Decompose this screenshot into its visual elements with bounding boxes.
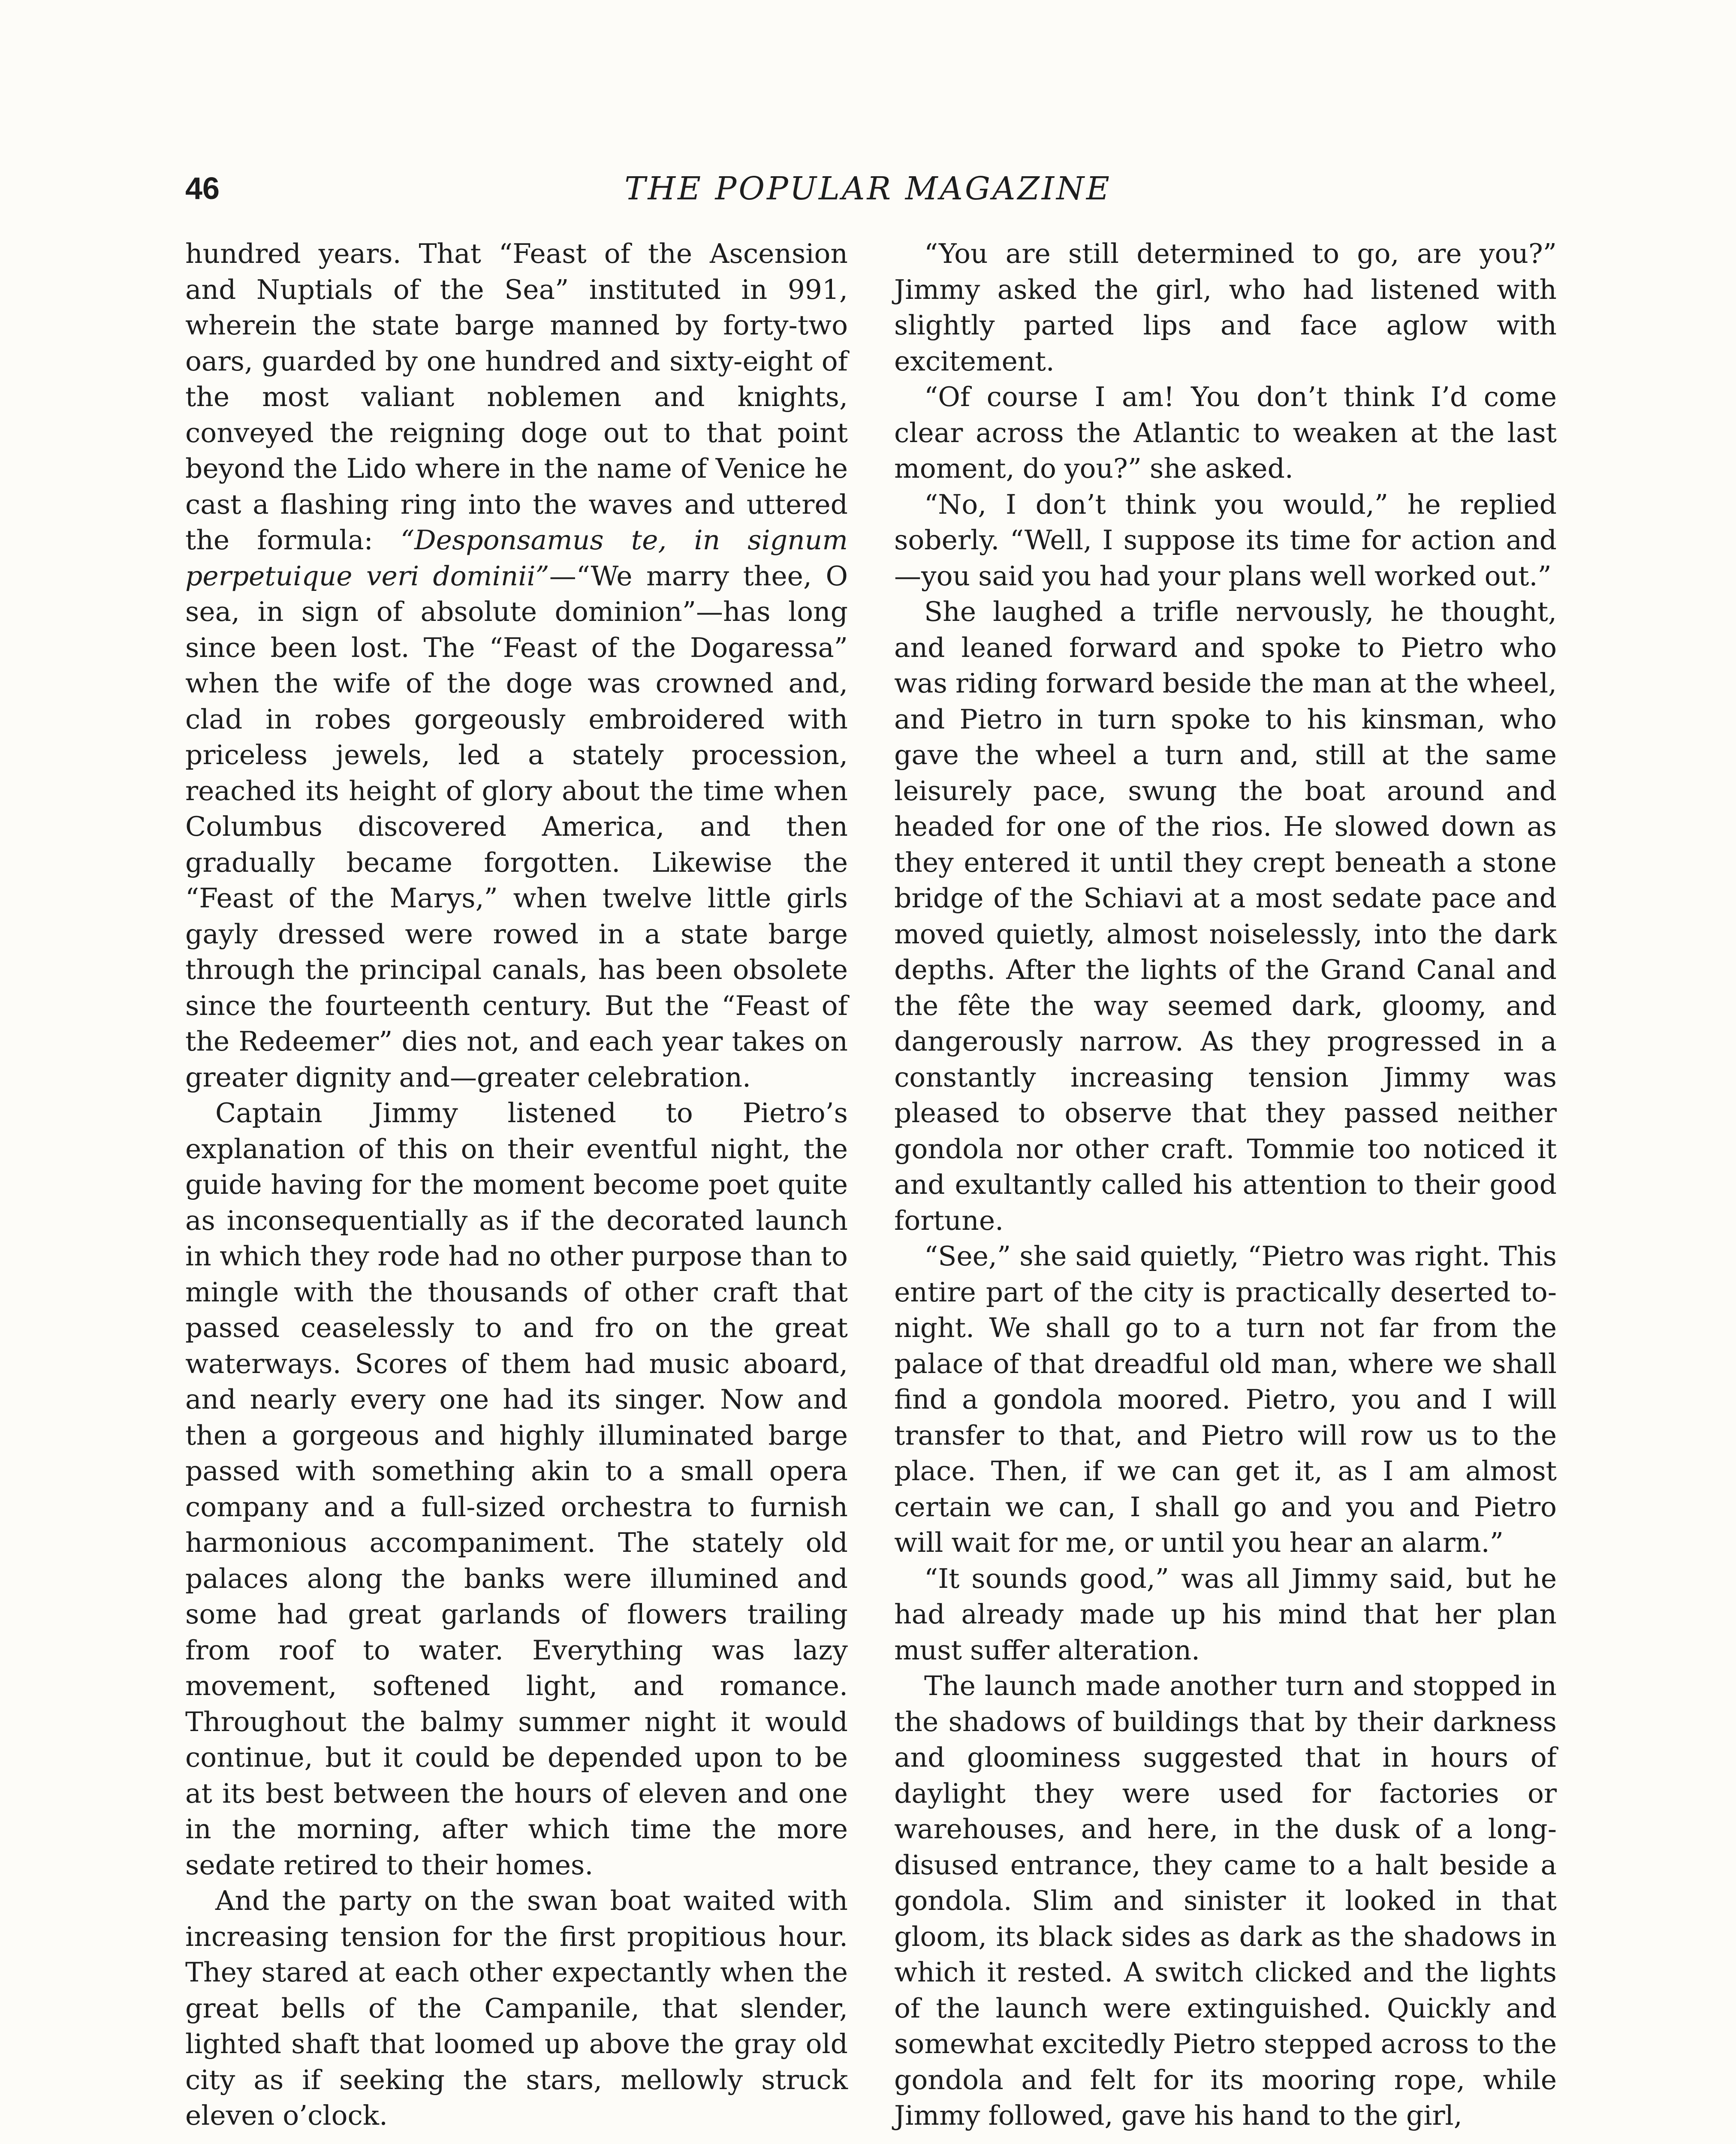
paragraph — [894, 594, 1557, 1238]
paragraph-text: Captain Jimmy listened to Pietro’s explanation of this on their eventful night, the guide having for the moment become poet quite as inconsequentially as if the decorated launch in which they rode had no other purpose than to mingle with the thousands of other craft that passed ceaselessly to and fro on the great waterways. Scores of them had music aboard, and nearly every one had its singer. Now and then a gorgeous and highly illuminated barge passed with something akin to a small opera company and a full-sized orchestra to furnish harmonious accompaniment. The stately old palaces along the banks were illumined and some had great garlands of flowers trailing from roof to water. Everything was lazy movement, softened light, and romance. Throughout the balmy summer night it would continue, but it could be depended upon to be at its best between the hours of eleven and one in the morning, after which time the more sedate retired to their homes. — [185, 1097, 848, 1881]
page-header — [185, 165, 1551, 212]
paragraph-text: “It sounds good,” was all Jimmy said, but he had already made up his mind that her plan must suffer alteration. — [894, 1563, 1557, 1666]
paragraph — [894, 379, 1557, 487]
paragraph — [185, 1095, 848, 1883]
paragraph-text: “No, I don’t think you would,” he replied soberly. “Well, I suppose its time for action and—you said you had your plans well worked out.” — [894, 488, 1557, 592]
paragraph — [894, 1238, 1557, 1561]
paragraph-text: “You are still determined to go, are you?” Jimmy asked the girl, who had listened with slightly parted lips and face aglow with excitement. — [894, 238, 1557, 377]
paragraph — [894, 236, 1557, 379]
paragraph — [185, 1883, 848, 2134]
italic-quote: “Desponsamus te, in signum perpetuique veri dominii” — [185, 524, 848, 592]
paragraph-text: “See,” she said quietly, “Pietro was right. This entire part of the city is practically deserted to-night. We shall go to a turn not far from the palace of that dreadful old man, where we shall find a gondola moored. Pietro, you and I will transfer to that, and Pietro will row us to the place. Then, if we can get it, as I am almost certain we can, I shall go and you and Pietro will wait for me, or until you hear an alarm.” — [894, 1241, 1557, 1558]
paragraph — [894, 1561, 1557, 1668]
paragraph — [894, 1668, 1557, 2134]
paragraph-text: She laughed a trifle nervously, he thought, and leaned forward and spoke to Pietro who was riding forward beside the man at the wheel, and Pietro in turn spoke to his kinsman, who gave the wheel a turn and, still at the same leisurely pace, swung the boat around and headed for one of the rios. He slowed down as they entered it until they crept beneath a stone bridge of the Schiavi at a most sedate pace and moved quietly, almost noiselessly, into the dark depths. After the lights of the Grand Canal and the fête the way seemed dark, gloomy, and dangerously narrow. As they progressed in a constantly increasing tension Jimmy was pleased to observe that they passed neither gondola nor other craft. Tommie too noticed it and exultantly called his attention to their good fortune. — [894, 596, 1557, 1236]
paragraph-text: The launch made another turn and stopped in the shadows of buildings that by their darkness and gloominess suggested that in hours of daylight they were used for factories or warehouses, and here, in the dusk of a long-disused entrance, they came to a halt beside a gondola. Slim and sinister it looked in that gloom, its black sides as dark as the shadows in which it rested. A switch clicked and the lights of the launch were extinguished. Quickly and somewhat excitedly Pietro stepped across to the gondola and felt for its mooring rope, while Jimmy followed, gave his hand to the girl, — [894, 1670, 1557, 2131]
paragraph — [185, 236, 848, 1095]
page-number: 46 — [185, 172, 220, 206]
paragraph-text: “Of course I am! You don’t think I’d come clear across the Atlantic to weaken at the last moment, do you?” she asked. — [894, 381, 1557, 484]
paragraph — [894, 487, 1557, 594]
magazine-title: THE POPULAR MAGAZINE — [624, 170, 1112, 207]
paragraph-text: hundred years. That “Feast of the Ascension and Nuptials of the Sea” instituted in 991, wherein the state barge manned by forty-two oars, guarded by one hundred and sixty-eight of the most valiant noblemen and knights, conveyed the reigning doge out to that point beyond the Lido where in the name of Venice he cast a flashing ring into the waves and uttered the formula: — [185, 238, 848, 556]
paragraph-text: And the party on the swan boat waited with increasing tension for the first propitious hour. They stared at each other expectantly when the great bells of the Campanile, that slender, lighted shaft that loomed up above the gray old city as if seeking the stars, mellowly struck eleven o’clock. — [185, 1885, 848, 2131]
left-column — [185, 236, 848, 2134]
paragraph-text: —“We marry thee, O sea, in sign of absolute dominion”—has long since been lost. The “Feast of the Dogaressa” when the wife of the doge was crowned and, clad in robes gorgeously embroidered with priceless jewels, led a stately procession, reached its height of glory about the time when Columbus discovered America, and then gradually became forgotten. Likewise the “Feast of the Marys,” when twelve little girls gayly dressed were rowed in a state barge through the principal canals, has been obsolete since the fourteenth century. But the “Feast of the Redeemer” dies not, and each year takes on greater dignity and—greater celebration. — [185, 560, 848, 1093]
right-column — [894, 236, 1557, 2134]
